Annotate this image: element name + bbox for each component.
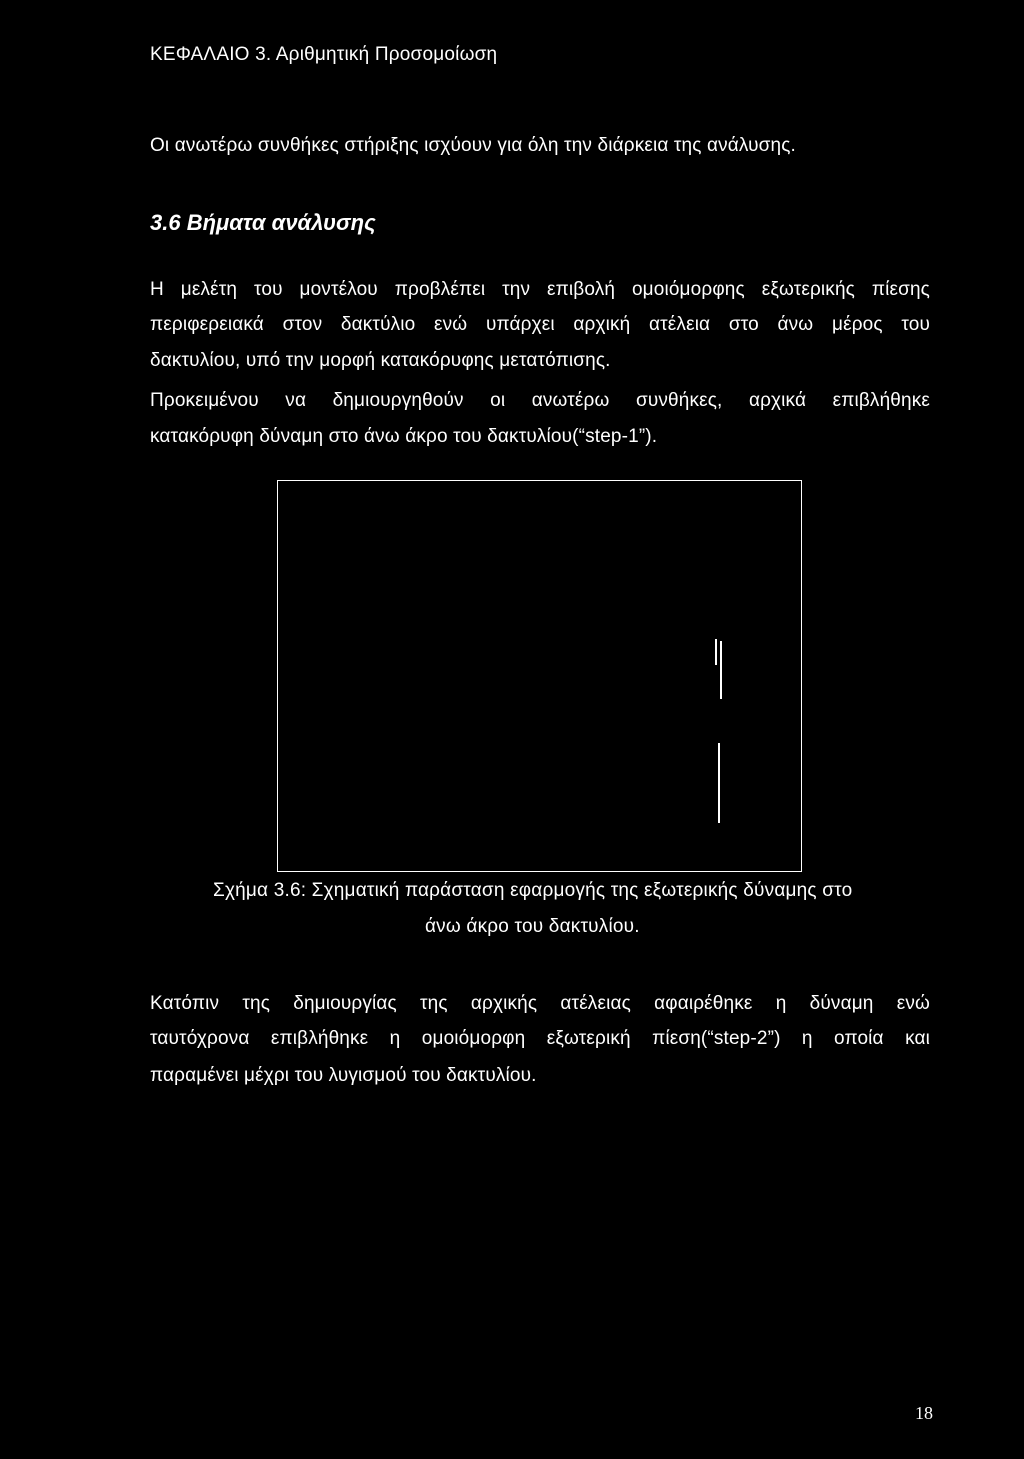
paragraph1-line1: Η μελέτη του μοντέλου προβλέπει την επιβολή ομοιόμορφης εξωτερικής πίεσης — [150, 279, 930, 300]
section-title: 3.6 Βήματα ανάλυσης — [150, 210, 376, 235]
figure-stroke — [720, 641, 722, 699]
figure-caption-line1: Σχήμα 3.6: Σχηματική παράσταση εφαρμογής της εξωτερικής δύναμης στο — [213, 880, 853, 901]
paragraph2-line2: κατακόρυφη δύναμη στο άνω άκρο του δακτυλίου(“step-1”). — [150, 426, 658, 447]
figure-frame — [277, 480, 802, 872]
figure-caption-line2: άνω άκρο του δακτυλίου. — [425, 916, 640, 937]
paragraph1-line3: δακτυλίου, υπό την μορφή κατακόρυφης μετατόπισης. — [150, 350, 611, 371]
figure-stroke — [718, 743, 720, 823]
paragraph3-line1: Κατόπιν της δημιουργίας της αρχικής ατέλειας αφαιρέθηκε η δύναμη ενώ — [150, 993, 930, 1014]
figure-stroke — [715, 639, 717, 665]
chapter-header: ΚΕΦΑΛΑΙΟ 3. Αριθμητική Προσομοίωση — [150, 44, 498, 65]
paragraph1-line2: περιφερειακά στον δακτύλιο ενώ υπάρχει αρχική ατέλεια στο άνω μέρος του — [150, 314, 930, 335]
page-number: 18 — [915, 1403, 933, 1423]
paragraph3-line2: ταυτόχρονα επιβλήθηκε η ομοιόμορφη εξωτερική πίεση(“step-2”) η οποία και — [150, 1028, 930, 1049]
intro-line: Οι ανωτέρω συνθήκες στήριξης ισχύουν για όλη την διάρκεια της ανάλυσης. — [150, 135, 796, 156]
paragraph3-line3: παραμένει μέχρι του λυγισμού του δακτυλίου. — [150, 1065, 537, 1086]
paragraph2-line1: Προκειμένου να δημιουργηθούν οι ανωτέρω συνθήκες, αρχικά επιβλήθηκε — [150, 390, 930, 411]
